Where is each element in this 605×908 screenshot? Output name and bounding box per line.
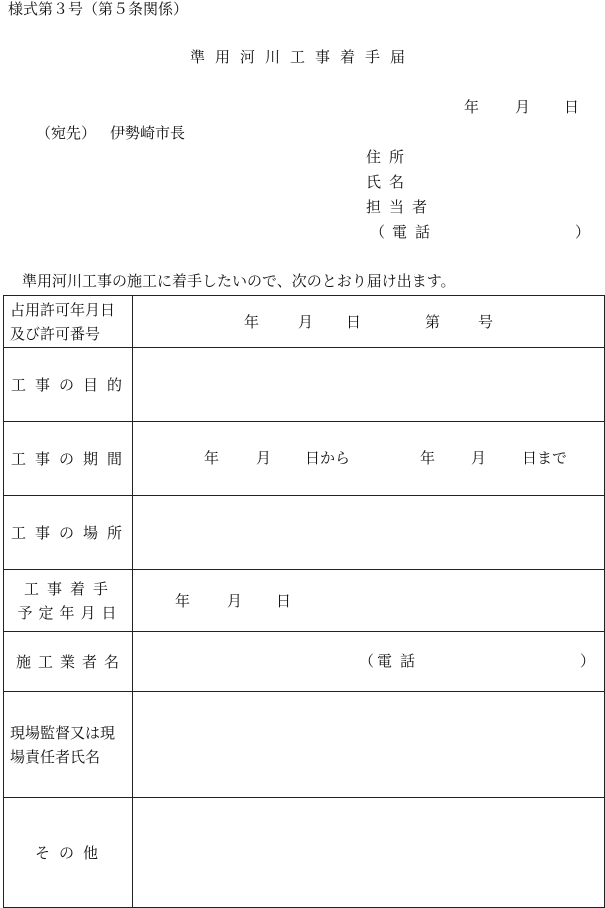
addressee-name: 伊勢崎市長 [110,124,186,142]
start-date-label-line1: 工事着手 [23,579,116,598]
start-date-label-line2: 予定年月日 [17,603,123,622]
applicant-address-label: 住所 [366,148,413,166]
start-date-day: 日 [276,592,292,610]
start-date-label-cell [4,570,133,632]
supervisor-label-line1: 現場監督又は現 [10,723,116,742]
period-end-year: 年 [420,449,436,467]
permit-label-cell [4,296,133,348]
permit-label-line1: 占用許可年月日 [10,300,116,319]
date-month-label: 月 [514,98,530,116]
addressee-label: （宛先） [36,124,97,142]
period-label-cell [4,422,133,496]
contractor-value-cell[interactable] [133,632,605,692]
phone-open-paren: （ [370,223,386,241]
place-label: 工事の場所 [10,524,131,542]
period-start-month: 月 [256,449,272,467]
date-year-label: 年 [463,98,479,116]
table-row [4,348,605,422]
submission-date [464,100,579,115]
start-date-year: 年 [175,592,191,610]
permit-month-label: 月 [298,313,314,331]
supervisor-label-cell [4,692,133,798]
period-start-day: 日から [305,449,351,467]
period-value-cell[interactable] [133,422,605,496]
period-end-day: 日まで [522,449,568,467]
table-row [4,692,605,798]
table-row [4,496,605,570]
applicant-contact-label: 担当者 [366,198,436,216]
place-label-cell [4,496,133,570]
document-title: 準用河川工事着手届 [189,48,415,66]
period-start-year: 年 [204,449,220,467]
table-row [4,632,605,692]
table-row [4,422,605,496]
other-value-cell[interactable] [133,798,605,908]
contractor-label-cell [4,632,133,692]
form-number: 様式第３号（第５条関係） [8,0,189,18]
date-day-label: 日 [563,98,579,116]
other-label-cell [4,798,133,908]
permit-no-prefix: 第 [425,313,441,331]
permit-label-line2: 及び許可番号 [10,324,101,343]
contractor-phone-label: 電話 [377,652,424,670]
table-row [4,798,605,908]
purpose-label: 工事の目的 [10,376,131,394]
purpose-value-cell[interactable] [133,348,605,422]
contractor-label: 施工業者名 [15,653,126,671]
start-date-value-cell[interactable] [133,570,605,632]
permit-year-label: 年 [244,313,260,331]
period-label: 工事の期間 [10,450,131,468]
purpose-label-cell [4,348,133,422]
period-end-month: 月 [471,449,487,467]
applicant-phone-label: 電話 [392,223,439,241]
permit-no-suffix: 号 [478,313,494,331]
supervisor-label-line2: 場責任者氏名 [10,747,101,766]
start-date-month: 月 [227,592,243,610]
applicant-name-label: 氏名 [366,173,413,191]
contractor-phone-close: ） [580,652,596,670]
intro-text: 準用河川工事の施工に着手したいので、次のとおり届け出ます。 [22,272,456,290]
addressee [36,126,185,141]
other-label: その他 [34,844,107,862]
contractor-phone-open: （ [359,652,375,670]
place-value-cell[interactable] [133,496,605,570]
table-row [4,296,605,348]
permit-value-cell[interactable] [133,296,605,348]
supervisor-value-cell[interactable] [133,692,605,798]
notification-form-table [3,295,605,908]
permit-day-label: 日 [346,313,362,331]
phone-close-paren: ） [574,223,590,241]
table-row [4,570,605,632]
